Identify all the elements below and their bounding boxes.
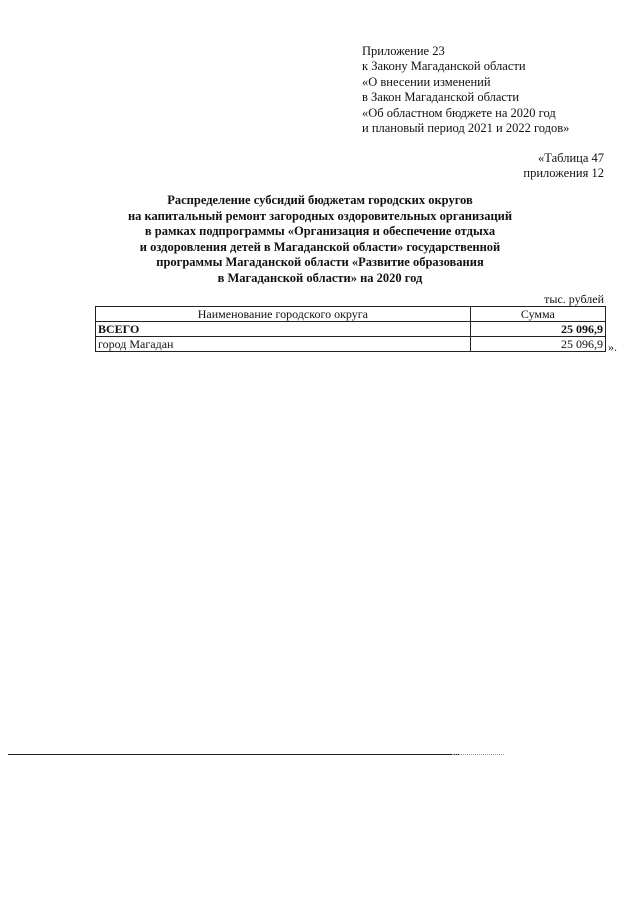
annex-line: к Закону Магаданской области (362, 59, 526, 74)
title-line: и оздоровления детей в Магаданской области» государственной (139, 239, 501, 254)
header-sum: Сумма (470, 307, 605, 322)
annex-line: и плановый период 2021 и 2022 годов» (362, 121, 570, 136)
annex-reference (362, 44, 569, 136)
closing-quote-mark: ». (608, 340, 617, 354)
units-label: тыс. рублей (544, 292, 604, 306)
table-reference (523, 151, 604, 182)
title-line: в рамках подпрограммы «Организация и обеспечение отдыха (144, 224, 496, 239)
header-name: Наименование городского округа (96, 307, 471, 322)
annex-line: «Об областном бюджете на 2020 год (362, 105, 556, 120)
subsidy-table (95, 306, 606, 352)
row-name-cell: город Магадан (96, 337, 471, 352)
title-line: программы Магаданской области «Развитие образования (156, 255, 484, 270)
title-line: Распределение субсидий бюджетам городских округов (167, 193, 473, 207)
table-row (96, 337, 606, 352)
table-reference-line: приложения 12 (523, 166, 604, 181)
total-sum-cell: 25 096,9 (470, 322, 605, 337)
annex-line: в Закон Магаданской области (362, 90, 520, 105)
row-sum-cell: 25 096,9 (470, 337, 605, 352)
title-line: на капитальный ремонт загородных оздоровительных организаций (127, 208, 513, 223)
table-reference-line: «Таблица 47 (538, 151, 604, 165)
table-header-row (96, 307, 606, 322)
total-name-cell: ВСЕГО (96, 322, 471, 337)
document-title (40, 193, 600, 287)
title-line: в Магаданской области» на 2020 год (217, 270, 423, 285)
footer-divider-faint (452, 754, 504, 755)
annex-line: «О внесении изменений (362, 74, 491, 89)
table-row-total (96, 322, 606, 337)
annex-line: Приложение 23 (362, 44, 445, 58)
footer-divider (8, 754, 460, 755)
